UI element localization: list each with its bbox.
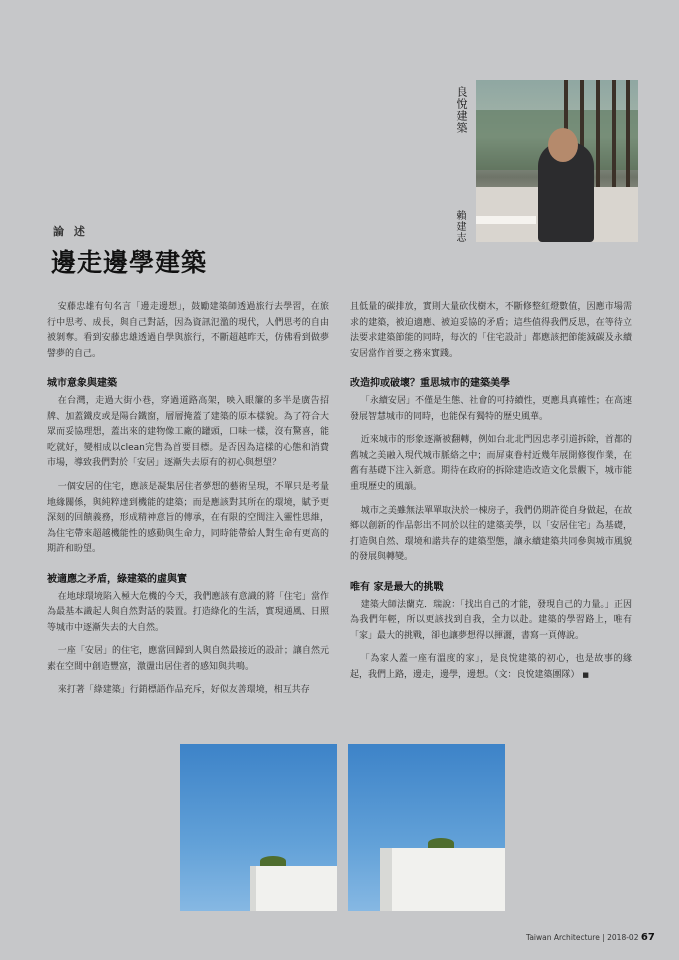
body-paragraph: 建築大師法蘭克．瑞說：「找出自己的才能，發現自己的力量。」正因為我們年輕，所以更該找到自我，全力以赴。建築的學習路上，唯有「家」最大的挑戰，卻也讓夢想得以揮灑，書寫一頁傳說。: [350, 599, 632, 641]
section-heading: 城市意象與建築: [47, 378, 117, 390]
section-label: 論 述: [53, 225, 88, 238]
body-paragraph: 來打著「綠建築」行銷標語作品充斥，好似友善環境，相互共存: [57, 685, 310, 696]
body-paragraph: 在台灣，走過大街小巷，穿過道路高架，映入眼簾的多半是廣告招牌、加蓋鐵皮或是陽台鐵窗，層層掩蓋了建築的原本樣貌。為了符合大眾而妥協理想，蓋出來的建物像工廠的罐頭，口味一樣，沒有驚喜，能吃就好，變相成以clean完售為首要目標。是否因為這樣的心態和消費市場，導致我們對於「安居」逐漸失去原有的初心與想望？: [47, 395, 329, 469]
magazine-name: Taiwan Architecture: [526, 933, 600, 942]
architect-portrait-photo: [476, 80, 638, 242]
issue-date: 2018-02: [607, 933, 639, 942]
body-paragraph: 「永續安居」不僅是生態、社會的可持續性，更應具真確性；在高速發展智慧城市的同時，也能保有獨特的歷史風華。: [350, 395, 632, 422]
body-paragraph: 城市之美雖無法單單取決於一棟房子，我們仍期許從自身做起，在故鄉以創新的作品彰出不同於以往的建築美學，以「安居住宅」為基礎，打造與自然、環境和諧共存的建築型態，讓永續建築共同參與城市風貌的發展與轉變。: [350, 505, 632, 563]
article-column-left: [47, 300, 329, 707]
end-mark-icon: ■: [582, 670, 590, 679]
architect-name: 賴建志: [454, 210, 465, 243]
page-number: 67: [640, 932, 655, 943]
page-footer: [526, 932, 655, 943]
section-heading: 唯有 家是最大的挑戰: [350, 581, 444, 593]
body-paragraph: [350, 652, 632, 683]
building-photo-1: [180, 744, 337, 911]
article-title: 邊走邊學建築: [51, 248, 208, 277]
body-paragraph: 在地球環境陷入極大危機的今天，我們應該有意識的將「住宅」當作為最基本識起人與自然對話的裝置。打造綠化的生活，實現通風、日照等城市中逐漸失去的大自然。: [47, 591, 329, 633]
closing-text: 「為家人蓋一座有溫度的家」，是良悅建築的初心，也是故事的緣起，我們上路，邊走，邊學，邊想。（文：良悅建築團隊）: [350, 654, 632, 680]
footer-separator: |: [602, 933, 605, 942]
building-photo-2: [348, 744, 505, 911]
brand-name: 良悅建築: [455, 86, 468, 134]
section-heading: 改造抑或破壞？重思城市的建築美學: [350, 378, 510, 390]
body-paragraph: 近來城市的形象逐漸被翻轉，例如台北北門因忠孝引道拆除，首都的舊城之美融入現代城市脈絡之中；而屏東眷村近幾年展開修復作業，在舊有基礎下注入新意。期待在政府的拆除建造改造文化景觀下，城市能重現歷史的風韻。: [350, 435, 632, 492]
body-paragraph: 且低量的碳排放，實則大量砍伐樹木，不斷修整紅燈數值，因應市場需求的建築，被迫適應、被迫妥協的矛盾；這些值得我們反思，在等待立法要求建築節能的同時，每次的「住宅設計」都應該把節能減碳及永續安居當作首要之務來實踐。: [350, 302, 632, 359]
article-column-right: [350, 300, 632, 691]
intro-paragraph: 安藤忠雄有句名言「邊走邊想」，鼓勵建築師透過旅行去學習，在旅行中思考、成長，與自己對話，因為資訊氾濫的現代，人們思考的自由被剝奪。看到安藤忠雄透過自學與旅行，不斷超越昨天，仿佛看到做夢譬夢的自己。: [47, 302, 329, 359]
body-paragraph: 一個安居的住宅，應該是凝集居住者夢想的藝術呈現，不單只是考量地緣關係，與純粹達到機能的建築；而是應該對其所在的環境，賦予更深刻的回饋義務，形成精神意旨的傳承，在有限的空間注入靈性思維，為住宅帶來超越機能性的感動與生命力，同時能帶給人對生命有更高的期許和盼望。: [47, 481, 329, 555]
body-paragraph: 一座「安居」的住宅，應當回歸到人與自然最接近的設計；讓自然元素在空間中創造豐富，激盪出居住者的感知與共鳴。: [47, 646, 329, 672]
section-heading: 被適應之矛盾，綠建築的虛與實: [47, 573, 187, 585]
